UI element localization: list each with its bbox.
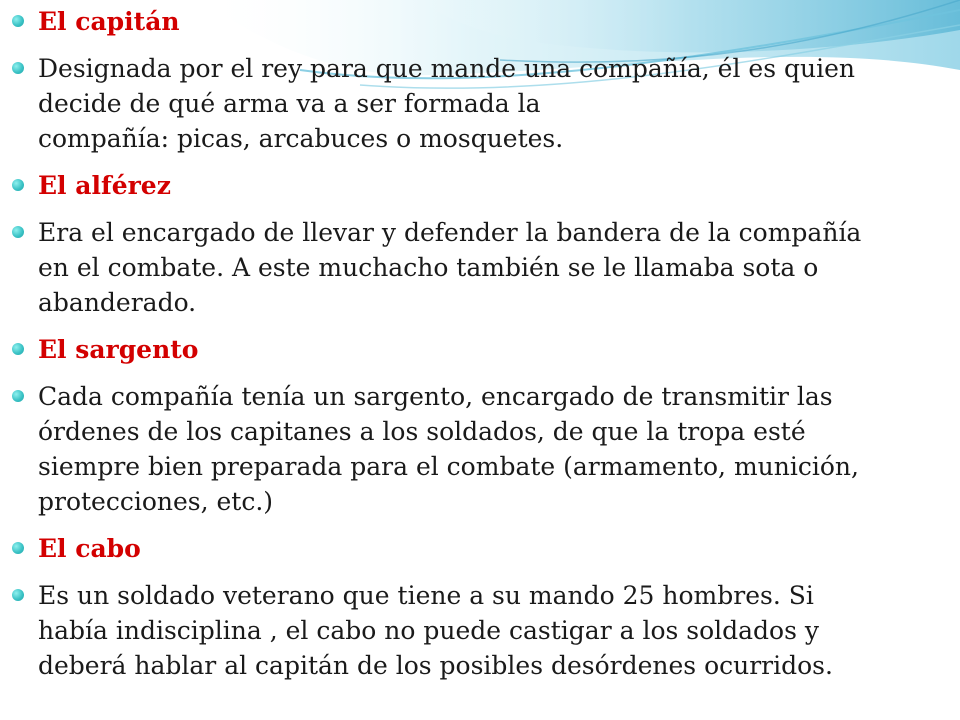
- body-text: Es un soldado veterano que tiene a su mando 25 hombres. Si había indisciplina , el cabo no puede castigar a los soldados y deberá hablar al capitán de los posibles desórdenes ocurridos.: [38, 581, 833, 680]
- bullet-icon: [12, 226, 24, 238]
- bullet-icon: [12, 15, 24, 27]
- heading-text: El capitán: [38, 7, 180, 36]
- heading-el-alferez: [12, 168, 942, 203]
- heading-text: El cabo: [38, 534, 141, 563]
- body-text: Designada por el rey para que mande una compañía, él es quien decide de qué arma va a ser formada la compañía: picas, arcabuces o mosquetes.: [38, 54, 855, 153]
- bullet-icon: [12, 62, 24, 74]
- body-text: Cada compañía tenía un sargento, encargado de transmitir las órdenes de los capitanes a los soldados, de que la tropa esté siempre bien preparada para el combate (armamento, munición, protecciones, etc.): [38, 382, 859, 516]
- bullet-icon: [12, 343, 24, 355]
- bullet-list: [12, 4, 942, 695]
- heading-text: El sargento: [38, 335, 199, 364]
- bullet-icon: [12, 390, 24, 402]
- bullet-icon: [12, 589, 24, 601]
- description-el-alferez: [12, 215, 942, 320]
- description-el-capitan: [12, 51, 942, 156]
- heading-text: El alférez: [38, 171, 171, 200]
- description-el-sargento: [12, 379, 942, 519]
- heading-el-cabo: [12, 531, 942, 566]
- heading-el-capitan: [12, 4, 942, 39]
- bullet-icon: [12, 179, 24, 191]
- bullet-icon: [12, 542, 24, 554]
- heading-el-sargento: [12, 332, 942, 367]
- description-el-cabo: [12, 578, 942, 683]
- body-text: Era el encargado de llevar y defender la bandera de la compañía en el combate. A este muchacho también se le llamaba sota o abanderado.: [38, 218, 862, 317]
